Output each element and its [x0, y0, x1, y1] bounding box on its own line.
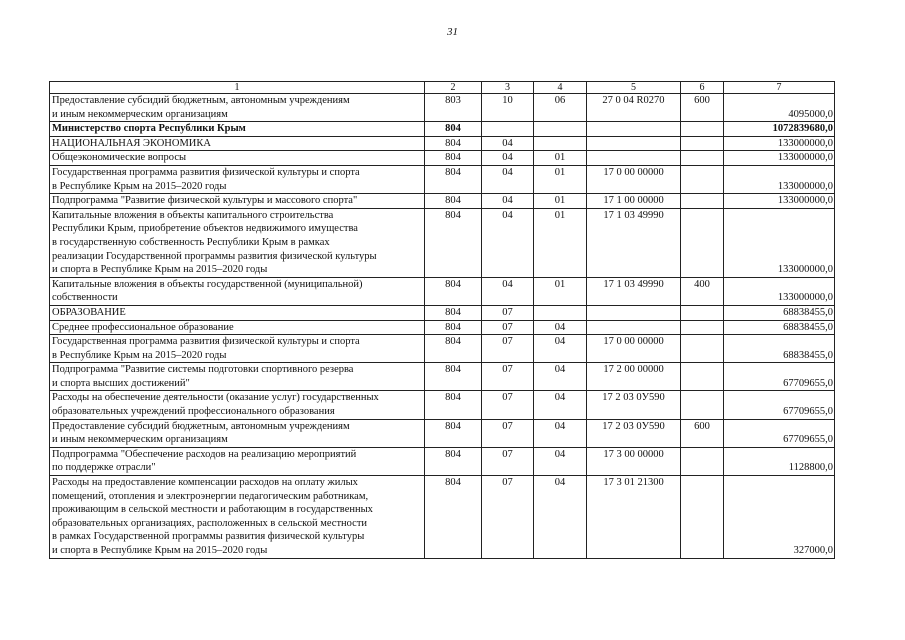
- header-cell-expense: 6: [681, 82, 724, 94]
- section-code-cell: 07: [482, 335, 534, 363]
- header-row: [50, 82, 835, 94]
- table-row: [50, 363, 835, 391]
- section-code-cell: 07: [482, 391, 534, 419]
- admin-code-cell: 804: [425, 165, 482, 193]
- admin-code-cell: 804: [425, 320, 482, 335]
- target-code-cell: 17 3 00 00000: [587, 447, 681, 475]
- admin-code-cell: 804: [425, 419, 482, 447]
- admin-code-cell: 804: [425, 277, 482, 305]
- subsection-code-cell: 04: [534, 391, 587, 419]
- section-code-cell: 07: [482, 419, 534, 447]
- section-code-cell: 07: [482, 363, 534, 391]
- target-code-cell: [587, 151, 681, 166]
- item-name-cell: [50, 320, 425, 335]
- subsection-code-cell: 01: [534, 194, 587, 209]
- page-number: 31: [447, 26, 458, 38]
- header-cell-subsection: 4: [534, 82, 587, 94]
- table-row: [50, 320, 835, 335]
- section-code-cell: [482, 122, 534, 137]
- subsection-code-cell: 04: [534, 320, 587, 335]
- item-name-cell: [50, 136, 425, 151]
- table-row: [50, 305, 835, 320]
- amount-cell: 4095000,0: [724, 94, 835, 122]
- section-code-cell: 04: [482, 151, 534, 166]
- item-name-line: и иным некоммерческим организациям: [52, 434, 228, 446]
- target-code-cell: 17 2 00 00000: [587, 363, 681, 391]
- subsection-code-cell: 01: [534, 277, 587, 305]
- section-code-cell: 04: [482, 208, 534, 277]
- amount-cell: 68838455,0: [724, 320, 835, 335]
- amount-cell: 327000,0: [724, 476, 835, 559]
- item-name-line: в Республике Крым на 2015–2020 годы: [52, 180, 227, 192]
- table-row: [50, 277, 835, 305]
- subsection-code-cell: 04: [534, 335, 587, 363]
- expense-type-cell: [681, 391, 724, 419]
- item-name-line: в государственную собственность Республики Крым в рамках: [52, 236, 330, 248]
- expense-type-cell: 400: [681, 277, 724, 305]
- table-row: [50, 476, 835, 559]
- expense-type-cell: [681, 122, 724, 137]
- expense-type-cell: [681, 151, 724, 166]
- item-name-line: и спорта в Республике Крым на 2015–2020 годы: [52, 545, 268, 556]
- amount-cell: 133000000,0: [724, 277, 835, 305]
- item-name-cell: [50, 122, 425, 137]
- expense-type-cell: [681, 136, 724, 151]
- item-name-cell: [50, 391, 425, 419]
- section-code-cell: 07: [482, 305, 534, 320]
- item-name-line: Предоставление субсидий бюджетным, автономным учреждениям: [52, 95, 350, 106]
- item-name-line: Подпрограмма "Обеспечение расходов на реализацию мероприятий: [52, 448, 357, 460]
- expense-type-cell: [681, 476, 724, 559]
- admin-code-cell: 804: [425, 208, 482, 277]
- amount-cell: 133000000,0: [724, 208, 835, 277]
- item-name-line: Государственная программа развития физической культуры и спорта: [52, 166, 360, 178]
- item-name-line: образовательных учреждений профессионального образования: [52, 406, 335, 418]
- target-code-cell: 17 2 03 0У590: [587, 419, 681, 447]
- expense-type-cell: [681, 208, 724, 277]
- table-row: [50, 94, 835, 122]
- amount-cell: 133000000,0: [724, 194, 835, 209]
- section-code-cell: 04: [482, 277, 534, 305]
- item-name-line: и иным некоммерческим организациям: [52, 108, 228, 120]
- section-code-cell: 07: [482, 320, 534, 335]
- admin-code-cell: 804: [425, 122, 482, 137]
- admin-code-cell: 804: [425, 335, 482, 363]
- subsection-code-cell: 04: [534, 476, 587, 559]
- amount-cell: 1072839680,0: [724, 122, 835, 137]
- item-name-line: Министерство спорта Республики Крым: [52, 123, 246, 135]
- item-name-line: проживающим в сельской местности и работающим в государственных: [52, 504, 373, 516]
- subsection-code-cell: 04: [534, 419, 587, 447]
- item-name-cell: [50, 363, 425, 391]
- subsection-code-cell: 04: [534, 363, 587, 391]
- subsection-code-cell: 01: [534, 151, 587, 166]
- table-row: [50, 194, 835, 209]
- target-code-cell: 17 1 03 49990: [587, 277, 681, 305]
- subsection-code-cell: 06: [534, 94, 587, 122]
- table-row: [50, 419, 835, 447]
- admin-code-cell: 804: [425, 476, 482, 559]
- item-name-line: Расходы на обеспечение деятельности (оказание услуг) государственных: [52, 392, 379, 404]
- header-cell-admin: 2: [425, 82, 482, 94]
- amount-cell: 67709655,0: [724, 363, 835, 391]
- amount-cell: 68838455,0: [724, 305, 835, 320]
- expense-type-cell: [681, 363, 724, 391]
- target-code-cell: 17 0 00 00000: [587, 335, 681, 363]
- target-code-cell: 17 0 00 00000: [587, 165, 681, 193]
- item-name-line: Среднее профессиональное образование: [52, 321, 234, 333]
- expense-type-cell: [681, 165, 724, 193]
- table-row: [50, 335, 835, 363]
- item-name-cell: [50, 194, 425, 209]
- item-name-cell: [50, 305, 425, 320]
- item-name-line: реализации Государственной программы развития физической культуры: [52, 250, 377, 262]
- amount-cell: 68838455,0: [724, 335, 835, 363]
- target-code-cell: [587, 305, 681, 320]
- section-code-cell: 04: [482, 136, 534, 151]
- target-code-cell: 17 2 03 0У590: [587, 391, 681, 419]
- table-row: [50, 151, 835, 166]
- item-name-cell: [50, 335, 425, 363]
- amount-cell: 133000000,0: [724, 165, 835, 193]
- admin-code-cell: 804: [425, 305, 482, 320]
- item-name-line: в Республике Крым на 2015–2020 годы: [52, 349, 227, 361]
- table-row: [50, 447, 835, 475]
- item-name-line: помещений, отопления и электроэнергии педагогическим работникам,: [52, 490, 369, 502]
- expense-type-cell: [681, 305, 724, 320]
- item-name-line: Предоставление субсидий бюджетным, автономным учреждениям: [52, 420, 350, 432]
- item-name-cell: [50, 419, 425, 447]
- table-row: [50, 136, 835, 151]
- expense-type-cell: [681, 335, 724, 363]
- admin-code-cell: 804: [425, 194, 482, 209]
- subsection-code-cell: 01: [534, 165, 587, 193]
- target-code-cell: [587, 320, 681, 335]
- admin-code-cell: 804: [425, 447, 482, 475]
- table-row: [50, 391, 835, 419]
- item-name-line: собственности: [52, 292, 118, 304]
- subsection-code-cell: [534, 305, 587, 320]
- item-name-line: Подпрограмма "Развитие системы подготовки спортивного резерва: [52, 364, 354, 376]
- header-cell-section: 3: [482, 82, 534, 94]
- table-row: [50, 122, 835, 137]
- item-name-cell: [50, 165, 425, 193]
- item-name-line: ОБРАЗОВАНИЕ: [52, 306, 126, 318]
- admin-code-cell: 804: [425, 151, 482, 166]
- header-cell-name: 1: [50, 82, 425, 94]
- admin-code-cell: 804: [425, 391, 482, 419]
- table-row: [50, 208, 835, 277]
- item-name-line: и спорта в Республике Крым на 2015–2020 годы: [52, 264, 268, 276]
- target-code-cell: 27 0 04 R0270: [587, 94, 681, 122]
- item-name-cell: [50, 208, 425, 277]
- item-name-cell: [50, 151, 425, 166]
- amount-cell: 67709655,0: [724, 419, 835, 447]
- subsection-code-cell: 04: [534, 447, 587, 475]
- header-cell-amount: 7: [724, 82, 835, 94]
- target-code-cell: 17 1 00 00000: [587, 194, 681, 209]
- target-code-cell: 17 1 03 49990: [587, 208, 681, 277]
- item-name-line: по поддержке отрасли": [52, 462, 156, 474]
- expense-type-cell: [681, 194, 724, 209]
- item-name-line: Капитальные вложения в объекты капитального строительства: [52, 209, 334, 221]
- amount-cell: 133000000,0: [724, 151, 835, 166]
- item-name-cell: [50, 94, 425, 122]
- target-code-cell: 17 3 01 21300: [587, 476, 681, 559]
- amount-cell: 133000000,0: [724, 136, 835, 151]
- expense-type-cell: [681, 320, 724, 335]
- item-name-line: Общеэкономические вопросы: [52, 152, 187, 164]
- amount-cell: 67709655,0: [724, 391, 835, 419]
- expense-type-cell: 600: [681, 94, 724, 122]
- item-name-cell: [50, 447, 425, 475]
- item-name-line: образовательных организациях, расположенных в сельской местности: [52, 517, 368, 529]
- item-name-line: НАЦИОНАЛЬНАЯ ЭКОНОМИКА: [52, 137, 211, 149]
- item-name-line: Капитальные вложения в объекты государственной (муниципальной): [52, 278, 363, 290]
- item-name-line: и спорта высших достижений": [52, 377, 190, 389]
- target-code-cell: [587, 136, 681, 151]
- item-name-cell: [50, 476, 425, 559]
- item-name-line: Расходы на предоставление компенсации расходов на оплату жилых: [52, 477, 358, 489]
- section-code-cell: 07: [482, 447, 534, 475]
- section-code-cell: 07: [482, 476, 534, 559]
- admin-code-cell: 803: [425, 94, 482, 122]
- section-code-cell: 04: [482, 165, 534, 193]
- item-name-cell: [50, 277, 425, 305]
- admin-code-cell: 804: [425, 363, 482, 391]
- budget-table: [49, 81, 835, 559]
- section-code-cell: 04: [482, 194, 534, 209]
- subsection-code-cell: [534, 136, 587, 151]
- expense-type-cell: [681, 447, 724, 475]
- item-name-line: Республики Крым, приобретение объектов недвижимого имущества: [52, 223, 358, 235]
- subsection-code-cell: 01: [534, 208, 587, 277]
- item-name-line: в рамках Государственной программы развития физической культуры: [52, 531, 365, 543]
- section-code-cell: 10: [482, 94, 534, 122]
- amount-cell: 1128800,0: [724, 447, 835, 475]
- subsection-code-cell: [534, 122, 587, 137]
- target-code-cell: [587, 122, 681, 137]
- table-row: [50, 165, 835, 193]
- expense-type-cell: 600: [681, 419, 724, 447]
- admin-code-cell: 804: [425, 136, 482, 151]
- item-name-line: Государственная программа развития физической культуры и спорта: [52, 336, 360, 348]
- header-cell-target: 5: [587, 82, 681, 94]
- item-name-line: Подпрограмма "Развитие физической культуры и массового спорта": [52, 195, 358, 207]
